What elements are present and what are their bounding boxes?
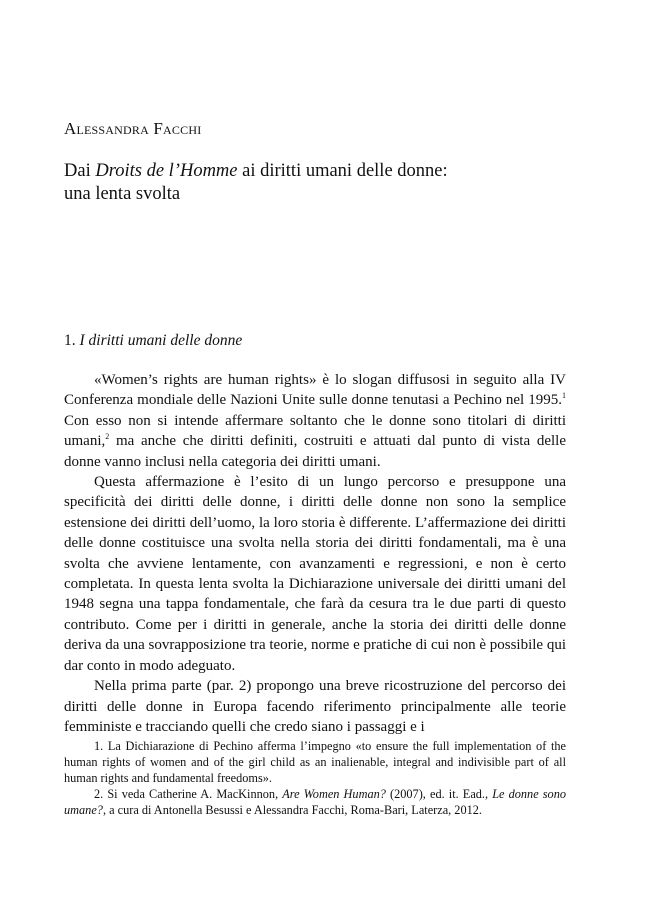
title-text-2: ai diritti umani delle donne:	[237, 161, 448, 181]
footnote-2-italian-title: Le donne sono umane?	[64, 787, 566, 817]
section-heading	[64, 332, 242, 350]
body-text	[64, 370, 566, 737]
footnote-ref-1[interactable]: 1	[562, 391, 566, 401]
title-italic: Droits de l’Homme	[95, 161, 238, 181]
title-line-2: una lenta svolta	[64, 184, 181, 204]
footnote-2	[64, 786, 566, 818]
paragraph-1-text-b: Con esso non si intende affermare soltanto che le donne sono titolari di diritti umani,	[64, 412, 566, 450]
paragraph-1	[64, 370, 566, 472]
paragraph-1-text-c: ma anche che diritti definiti, costruiti e attuati dal punto di vista delle donne vanno inclusi nella categoria dei diritti umani.	[64, 433, 566, 470]
footnotes	[64, 738, 566, 818]
chapter-title	[64, 160, 584, 206]
paragraph-3: Nella prima parte (par. 2) propongo una breve ricostruzione del percorso dei diritti delle donne in Europa facendo riferimento principalmente alle teorie femministe e tracciando quelli che credo siano i passaggi e i	[64, 678, 566, 735]
paragraph-1-text-a: «Women’s rights are human rights» è lo slogan diffusosi in seguito alla IV Conferenza mondiale delle Nazioni Unite sulle donne tenutasi a Pechino nel 1995.	[64, 372, 566, 409]
author-name: Alessandra Facchi	[64, 119, 202, 138]
footnote-ref-2[interactable]: 2	[105, 432, 110, 442]
title-text-1: Dai	[64, 161, 96, 181]
section-title: I diritti umani delle donne	[79, 332, 243, 349]
section-number: 1.	[64, 332, 80, 349]
footnote-2-text-a: 2. Si veda Catherine A. MacKinnon,	[94, 787, 283, 801]
paragraph-2: Questa affermazione è l’esito di un lungo percorso e presuppone una specificità dei diritti delle donne, i diritti delle donne non sono la semplice estensione dei diritti dell’uomo, la loro storia è differente. L’affermazione dei diritti delle donne costituisce una svolta nella storia dei diritti fondamentali, ma è una svolta che avviene lentamente, con avanzamenti e regressioni, e non è certo completata. In questa lenta svolta la Dichiarazione universale dei diritti umani del 1948 segna una tappa fondamentale, che farà da cesura tra le due parti di questo contributo. Come per i diritti in generale, anche la storia dei diritti delle donne deriva da una sovrapposizione tra teorie, norme e pratiche di cui non è possibile qui dar conto in modo adeguato.	[64, 474, 566, 674]
footnote-1: 1. La Dichiarazione di Pechino afferma l’impegno «to ensure the full implementation of the human rights of women and of the girl child as an inalienable, integral and indivisible part of all human rights and fundamental freedoms».	[64, 739, 566, 785]
footnote-2-book-title: Are Women Human?	[282, 787, 386, 801]
footnote-2-text-e: , a cura di Antonella Besussi e Alessandra Facchi, Roma-Bari, Laterza, 2012.	[102, 803, 482, 817]
footnote-2-text-c: (2007), ed. it. Ead.,	[385, 787, 493, 801]
